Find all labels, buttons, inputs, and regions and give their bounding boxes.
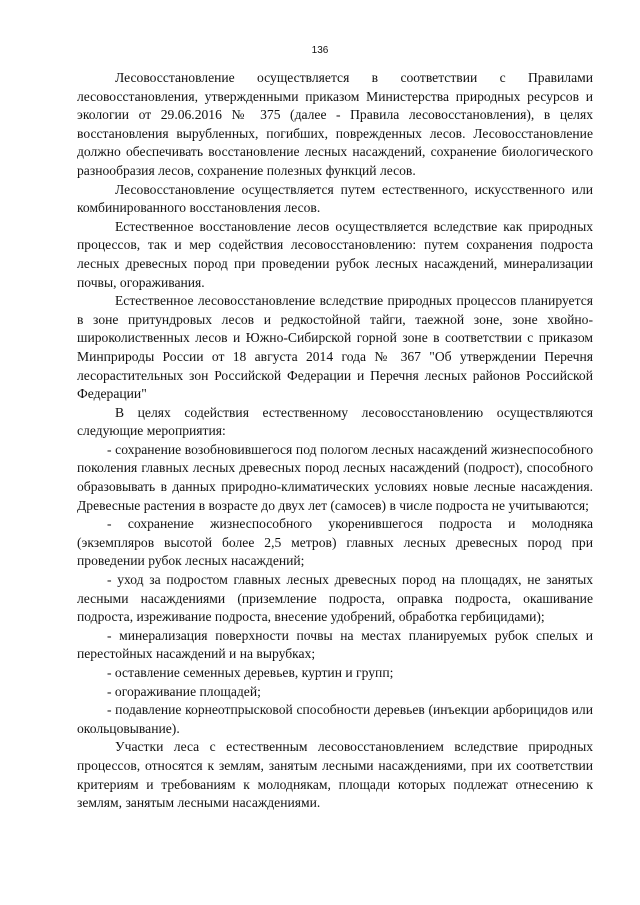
paragraph-final: Участки леса с естественным лесовосстановлением вследствие природных процессов, относятся к землям, занятым лесными насаждениями, при их соответствии критериям и требованиям к молоднякам, площади которых подлежат отнесению к землям, занятым лесными насаждениями.	[77, 739, 593, 811]
page-number: 136	[311, 45, 329, 56]
paragraph: В целях содействия естественному лесовосстановлению осуществляются следующие мероприятия:	[77, 404, 593, 439]
paragraph: Естественное восстановление лесов осуществляется вследствие как природных процессов, так и мер содействия лесовосстановлению: путем сохранения подроста лесных древесных пород при проведении рубок лесных насаждений, минерализации почвы, огораживания.	[77, 218, 593, 290]
list-item: - оставление семенных деревьев, куртин и групп;	[107, 665, 394, 680]
list-item: - огораживание площадей;	[107, 683, 261, 699]
list-item: - сохранение возобновившегося под пологом лесных насаждений жизнеспособного поколения главных лесных древесных пород лесных насаждений (подрост), способного образовывать в данных природно-климатических условиях новые лесные насаждения. Древесные растения в возрасте до двух лет (самосев) в числе подроста не учитываются;	[77, 441, 593, 513]
paragraph: Лесовосстановление осуществляется путем естественного, искусственного или комбинированного восстановления лесов.	[77, 181, 593, 216]
paragraph: Лесовосстановление осуществляется в соответствии с Правилами лесовосстановления, утвержденными приказом Министерства природных ресурсов и экологии от 29.06.2016 № 375 (далее - Правила лесовосстановления), в целях восстановления вырубленных, погибших, поврежденных лесов. Лесовосстановление должно обеспечивать восстановление лесных насаждений, сохранение биологического разнообразия лесов, сохранение полезных функций лесов.	[77, 70, 593, 178]
list-item: - подавление корнеотпрысковой способности деревьев (инъекции арборицидов или окольцовывание).	[77, 702, 593, 736]
list-item: - сохранение жизнеспособного укоренившегося подроста и молодняка (экземпляров высотой более 2,5 метров) главных лесных древесных пород при проведении рубок лесных насаждений;	[77, 516, 593, 569]
list-item: - минерализация поверхности почвы на местах планируемых рубок спелых и перестойных насаждений и на вырубках;	[77, 627, 593, 662]
page-body	[77, 69, 593, 813]
list-item: - уход за подростом главных лесных древесных пород на площадях, не занятых лесными насаждениями (приземление подроста, оправка подроста, окашивание подроста, изреживание подроста, внесение удобрений, обработка гербицидами);	[77, 572, 593, 625]
paragraph: Естественное лесовосстановление вследствие природных процессов планируется в зоне притундровых лесов и редкостойной тайги, таежной зоне, зоне хвойно-широколиственных лесов и Южно-Сибирской горной зоне в соответствии с приказом Минприроды России от 18 августа 2014 года № 367 "Об утверждении Перечня лесорастительных зон Российской Федерации и Перечня лесных районов Российской Федерации"	[77, 293, 593, 402]
